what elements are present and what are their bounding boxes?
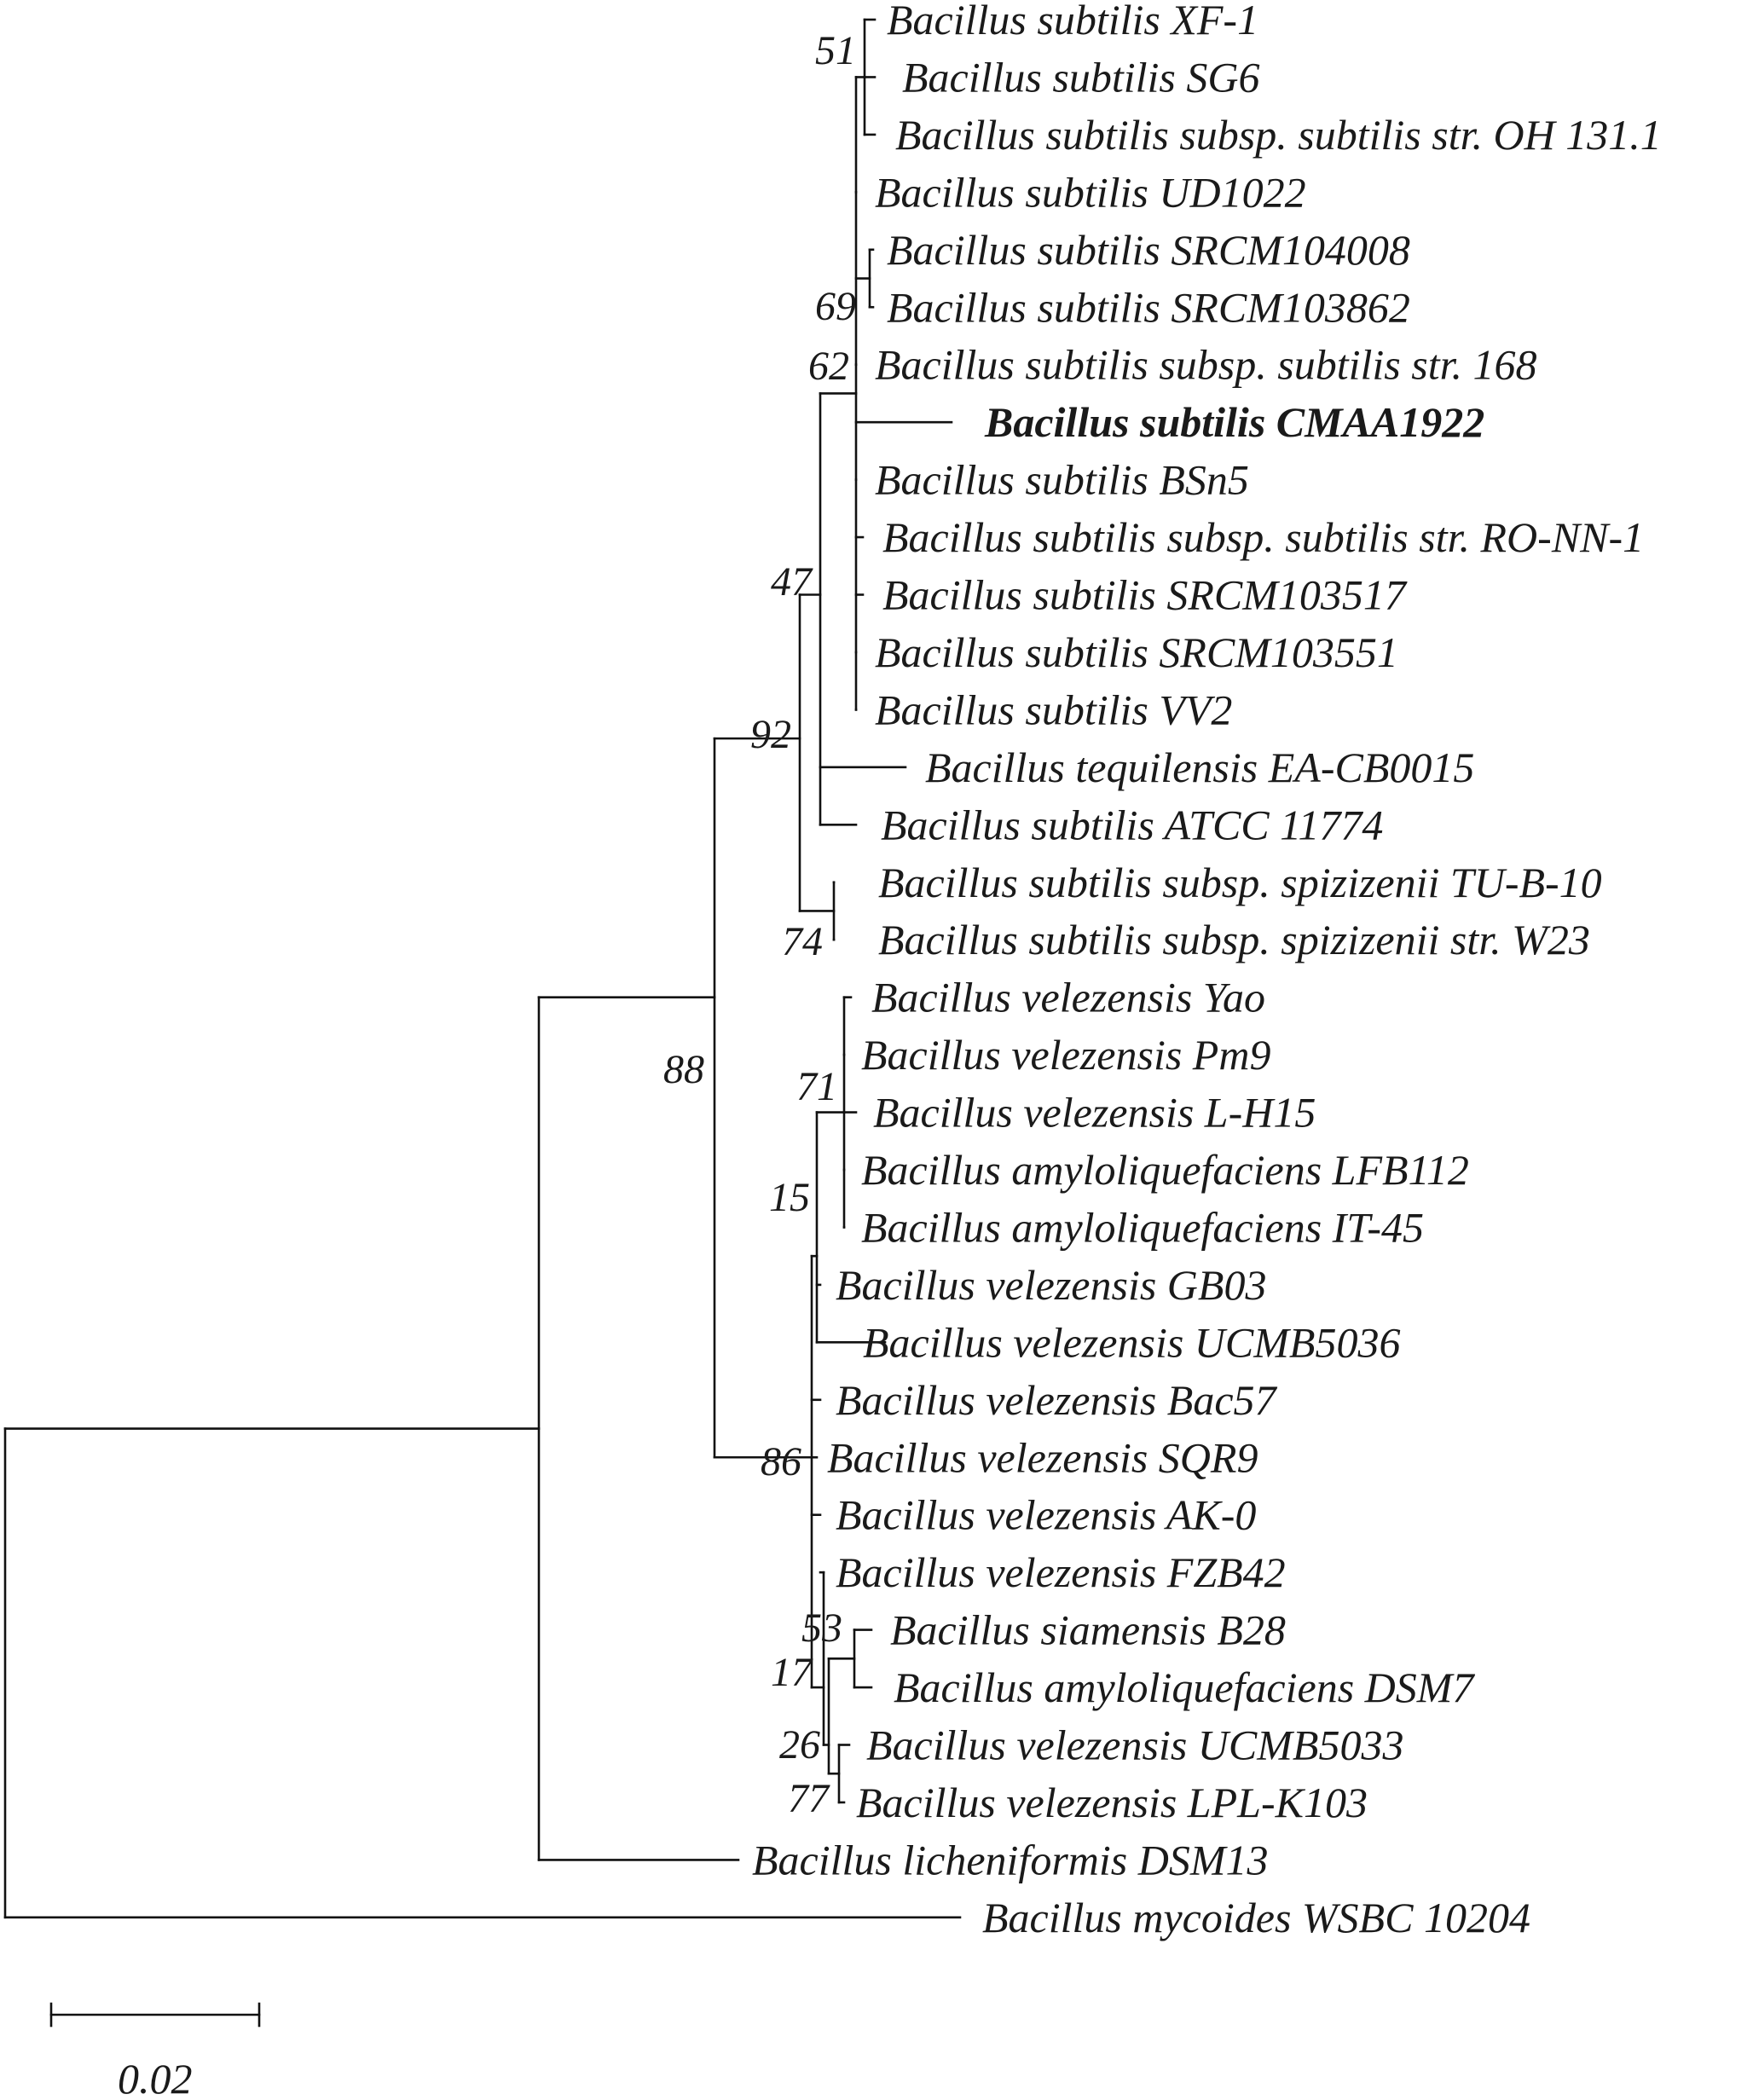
taxon-label-t22: Bacillus amyloliquefaciens IT-45 (861, 1203, 1425, 1252)
taxon-label-t29: Bacillus siamensis B28 (890, 1605, 1286, 1654)
scale-bar (51, 2004, 259, 2100)
taxon-label-t19: Bacillus velezensis Pm9 (861, 1031, 1271, 1079)
bootstrap-n47: 47 (771, 559, 812, 605)
taxon-label-t32: Bacillus velezensis LPL-K103 (856, 1778, 1368, 1826)
taxon-label-t16: Bacillus subtilis subsp. spizizenii TU-B-10 (878, 858, 1602, 906)
taxon-label-t5: Bacillus subtilis SRCM104008 (887, 225, 1410, 274)
taxon-label-t6: Bacillus subtilis SRCM103862 (887, 283, 1410, 332)
taxon-label-t1: Bacillus subtilis XF-1 (887, 0, 1259, 43)
taxon-label-t11: Bacillus subtilis SRCM103517 (882, 570, 1406, 619)
bootstrap-n77: 77 (788, 1776, 829, 1821)
taxon-label-t31: Bacillus velezensis UCMB5033 (866, 1721, 1404, 1769)
taxon-label-t14: Bacillus tequilensis EA-CB0015 (925, 743, 1475, 791)
taxon-label-t7: Bacillus subtilis subsp. subtilis str. 168 (875, 340, 1537, 389)
bootstrap-n92: 92 (750, 712, 791, 757)
taxon-label-t12: Bacillus subtilis SRCM103551 (875, 628, 1398, 676)
bootstrap-n26: 26 (779, 1722, 820, 1767)
taxon-label-t3: Bacillus subtilis subsp. subtilis str. OH 131.1 (895, 110, 1662, 159)
taxon-label-t23: Bacillus velezensis GB03 (836, 1260, 1267, 1309)
scale-bar-label: 0.02 (118, 2055, 193, 2100)
bootstrap-n62: 62 (808, 344, 849, 389)
bootstrap-n69: 69 (815, 284, 856, 329)
taxon-label-t33: Bacillus licheniformis DSM13 (752, 1836, 1269, 1884)
taxon-label-t24: Bacillus velezensis UCMB5036 (863, 1318, 1401, 1367)
bootstrap-n86: 86 (761, 1439, 801, 1484)
bootstrap-n51: 51 (815, 28, 856, 73)
taxon-label-t34: Bacillus mycoides WSBC 10204 (982, 1893, 1530, 1941)
bootstrap-n71: 71 (796, 1064, 837, 1109)
taxon-label-t4: Bacillus subtilis UD1022 (875, 168, 1306, 217)
taxon-label-t15: Bacillus subtilis ATCC 11774 (881, 801, 1384, 849)
taxon-labels (752, 0, 1662, 1941)
taxon-label-t27: Bacillus velezensis AK-0 (836, 1490, 1257, 1539)
bootstrap-n88: 88 (663, 1047, 704, 1092)
bootstrap-n15: 15 (769, 1175, 810, 1220)
taxon-label-t30: Bacillus amyloliquefaciens DSM7 (894, 1663, 1474, 1712)
taxon-label-t20: Bacillus velezensis L-H15 (873, 1088, 1316, 1137)
taxon-label-t2: Bacillus subtilis SG6 (902, 53, 1260, 101)
taxon-label-t26: Bacillus velezensis SQR9 (827, 1433, 1258, 1482)
taxon-label-t9: Bacillus subtilis BSn5 (875, 455, 1249, 504)
taxon-label-t17: Bacillus subtilis subsp. spizizenii str. W23 (878, 916, 1590, 964)
taxon-label-t25: Bacillus velezensis Bac57 (836, 1375, 1276, 1424)
taxon-label-t28: Bacillus velezensis FZB42 (836, 1548, 1286, 1597)
taxon-label-t18: Bacillus velezensis Yao (871, 973, 1266, 1021)
taxon-label-t21: Bacillus amyloliquefaciens LFB112 (861, 1146, 1469, 1194)
taxon-label-t10: Bacillus subtilis subsp. subtilis str. RO-NN-1 (882, 513, 1645, 562)
bootstrap-n17: 17 (771, 1650, 812, 1695)
taxon-label-t8: Bacillus subtilis CMAA1922 (985, 398, 1485, 447)
bootstrap-labels (663, 28, 856, 1821)
bootstrap-n53: 53 (801, 1605, 842, 1651)
taxon-label-t13: Bacillus subtilis VV2 (875, 686, 1233, 734)
bootstrap-n74: 74 (782, 919, 823, 964)
